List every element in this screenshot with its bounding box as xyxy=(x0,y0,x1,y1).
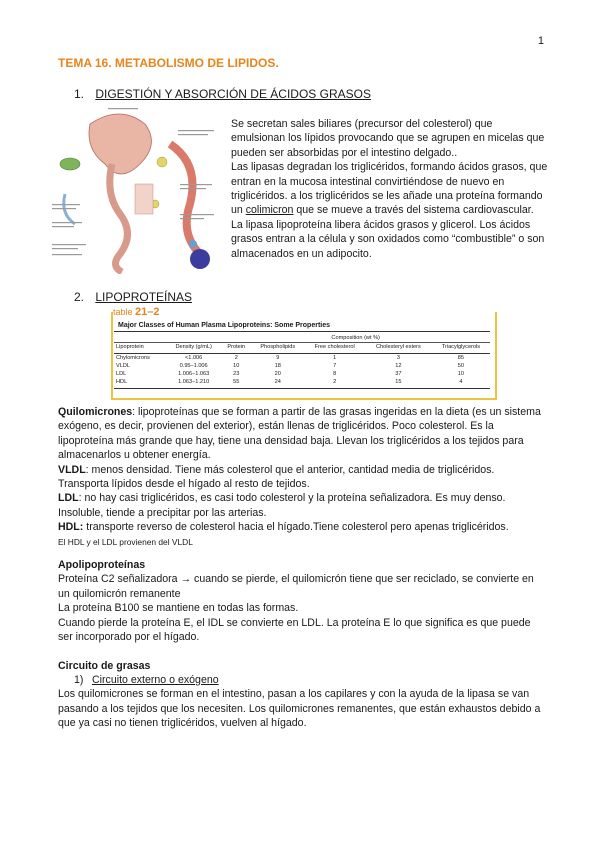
section-1-number: 1. xyxy=(74,87,85,101)
table-cell: 9 xyxy=(276,355,280,361)
table-cell: 20 xyxy=(274,371,281,377)
column-header: Triacylglycerols xyxy=(432,343,490,354)
section-1-title: DIGESTIÓN Y ABSORCIÓN DE ÁCIDOS GRASOS xyxy=(95,87,371,101)
table-cell: 10 xyxy=(457,371,465,377)
page-number: 1 xyxy=(537,35,544,47)
digestion-paragraph-2-start: Las lipasas degradan los triglicéridos, formando ácidos grasos, que entran en la mucosa intestinal convirtiéndose de nuevo en triglicéridos. a los triglicéridos se les añade una proteína formando un xyxy=(231,161,548,217)
page-title: TEMA 16. METABOLISMO DE LIPIDOS. xyxy=(58,56,279,70)
section-2-title: LIPOPROTEÍNAS xyxy=(95,290,193,304)
ldl-text: : no hay casi triglicéridos, es casi todo colesterol y la proteína señalizadora. Es muy denso. Insoluble, tiende a precipitar por las arterias. xyxy=(58,492,506,519)
table-cell: 37 xyxy=(395,371,402,377)
quilomicrones-text: : lipoproteínas que se forman a partir de las grasas ingeridas en la dieta (es un sistema exógeno, es decir, provienen del exterior), están llenas de triglicéridos. Poco colesterol. Es la lipoproteína más grande que hay, tiene una densidad baja. Llevan los triglicéridos a los tejidos para almacenarlos u obtener energía. xyxy=(58,406,541,462)
lipoprotein-descriptions xyxy=(58,405,546,731)
hdl-text: transporte reverso de colesterol hacia el hígado.Tiene colesterol pero apenas triglicéridos. xyxy=(83,521,509,534)
digestion-text xyxy=(231,117,549,261)
table-cell: 1.063–1.210 xyxy=(166,378,221,389)
table-label-prefix: table xyxy=(113,307,133,317)
apolipoproteinas-heading: Apolipoproteínas xyxy=(58,559,146,572)
column-header: Density (g/mL) xyxy=(166,343,221,354)
digestion-paragraph-2-end: que se mueve a través del sistema cardiovascular. xyxy=(293,204,534,217)
table-row xyxy=(114,362,490,370)
apolipo-paragraph-2: La proteína B100 se mantiene en todas las formas. xyxy=(58,602,299,615)
table-cell: LDL xyxy=(116,371,127,377)
quilomicrones-label: Quilomicrones xyxy=(58,406,133,418)
table-label-number: 21–2 xyxy=(135,306,160,318)
circuito-sub-title: Circuito externo o exógeno xyxy=(92,673,219,686)
digestion-paragraph-1: Se secretan sales biliares (precursor del colesterol) que emulsionan los lípidos provocando que se agrupen en micelas que pueden ser absorbidas por el intestino delgado.. xyxy=(231,118,545,159)
table-cell: 12 xyxy=(395,363,402,369)
section-2-heading xyxy=(74,290,192,304)
table-cell: 1 xyxy=(333,355,337,361)
chylomicron-shape xyxy=(189,240,197,248)
table-cell: 50 xyxy=(457,363,465,369)
gallbladder-shape xyxy=(60,158,80,170)
table-cell: HDL xyxy=(114,378,166,389)
table-cell: 85 xyxy=(457,355,465,361)
table-cell: 0.95–1.006 xyxy=(179,363,208,369)
table-group-row xyxy=(114,332,490,343)
table-cell: 23 xyxy=(233,371,240,377)
quilomicrones-paragraph xyxy=(58,405,546,463)
table-cell: 7 xyxy=(333,363,337,369)
composition-header: Composition (wt %) xyxy=(221,332,490,343)
table-row xyxy=(114,378,490,389)
adipocyte-shape xyxy=(190,249,210,269)
table-cell: 2 xyxy=(234,355,238,361)
apolipo-paragraph-3: Cuando pierde la proteína E, el IDL se convierte en LDL. La proteína E lo que significa es que puede ser incorporado por el hígado. xyxy=(58,616,531,644)
section-2-number: 2. xyxy=(74,290,85,304)
table-row xyxy=(114,370,490,378)
apolipo-paragraph-1: Proteína C2 señalizadora → cuando se pierde, el quilomicrón tiene que ser reciclado, se convierte en un quilomicrón remanente xyxy=(58,573,534,600)
circuito-paragraph-1: Los quilomicrones se forman en el intestino, pasan a los capilares y con la ayuda de la lipasa se van pasando a los tejidos que los necesiten. Los quilomicrones remanentes, que están exhaustos debido a que ya casi no tienen triglicéridos, vuelven al hígado. xyxy=(58,688,541,730)
table-cell: 1.006–1.063 xyxy=(178,371,210,377)
ldl-paragraph xyxy=(58,491,546,520)
table-cell: VLDL xyxy=(116,363,130,369)
mucosa-shape xyxy=(135,184,153,214)
column-header: Free cholesterol xyxy=(304,343,365,354)
table-cell: <1.006 xyxy=(185,355,203,361)
digestion-diagram xyxy=(50,104,225,274)
table-cell: 15 xyxy=(365,378,432,389)
lipoprotein-table xyxy=(114,331,490,389)
column-header: Lipoprotein xyxy=(114,343,166,354)
vldl-text: : menos densidad. Tiene más colesterol que el anterior, cantidad media de triglicéridos. Transporta lípidos desde el hígado al resto de tejidos. xyxy=(58,463,495,491)
table-cell: 3 xyxy=(396,355,400,361)
circuito-sub-number: 1) xyxy=(74,673,84,686)
table-cell: 24 xyxy=(251,378,304,389)
hdl-ldl-note: El HDL y el LDL provienen del VLDL xyxy=(58,536,193,547)
table-cell: 8 xyxy=(333,371,337,377)
hdl-label: HDL: xyxy=(58,521,84,534)
column-header: Phospholipids xyxy=(251,343,304,354)
ldl-label: LDL xyxy=(58,492,79,505)
circuito-subheading xyxy=(58,673,546,687)
table-cell: 18 xyxy=(274,363,281,369)
circuito-heading: Circuito de grasas xyxy=(58,659,151,672)
table-cell: Chylomicrons xyxy=(116,355,150,361)
section-1-heading xyxy=(74,87,371,101)
digestion-paragraph-3: La lipasa lipoproteína libera ácidos grasos y glicerol. Los ácidos grasos entran a la célula y son oxidados como “combustible” o son almacenados en un adipocito. xyxy=(231,218,545,260)
vldl-paragraph xyxy=(58,463,546,492)
column-header: Cholesteryl esters xyxy=(365,343,432,354)
column-header: Protein xyxy=(221,343,251,354)
table-cell: 55 xyxy=(221,378,251,389)
table-row xyxy=(114,354,490,363)
micelle-shape xyxy=(157,157,167,167)
table-cell: 4 xyxy=(432,378,490,389)
table-cell: 2 xyxy=(304,378,365,389)
digestion-paragraph-2 xyxy=(231,160,549,218)
colimicron-term: colimicron xyxy=(245,204,294,217)
hdl-paragraph xyxy=(58,520,546,534)
vldl-label: VLDL xyxy=(58,463,86,476)
table-header-row xyxy=(114,343,490,354)
table-cell: 10 xyxy=(233,363,240,369)
table-label xyxy=(113,306,164,318)
table-title: Major Classes of Human Plasma Lipoproteins: Some Properties xyxy=(118,322,330,329)
